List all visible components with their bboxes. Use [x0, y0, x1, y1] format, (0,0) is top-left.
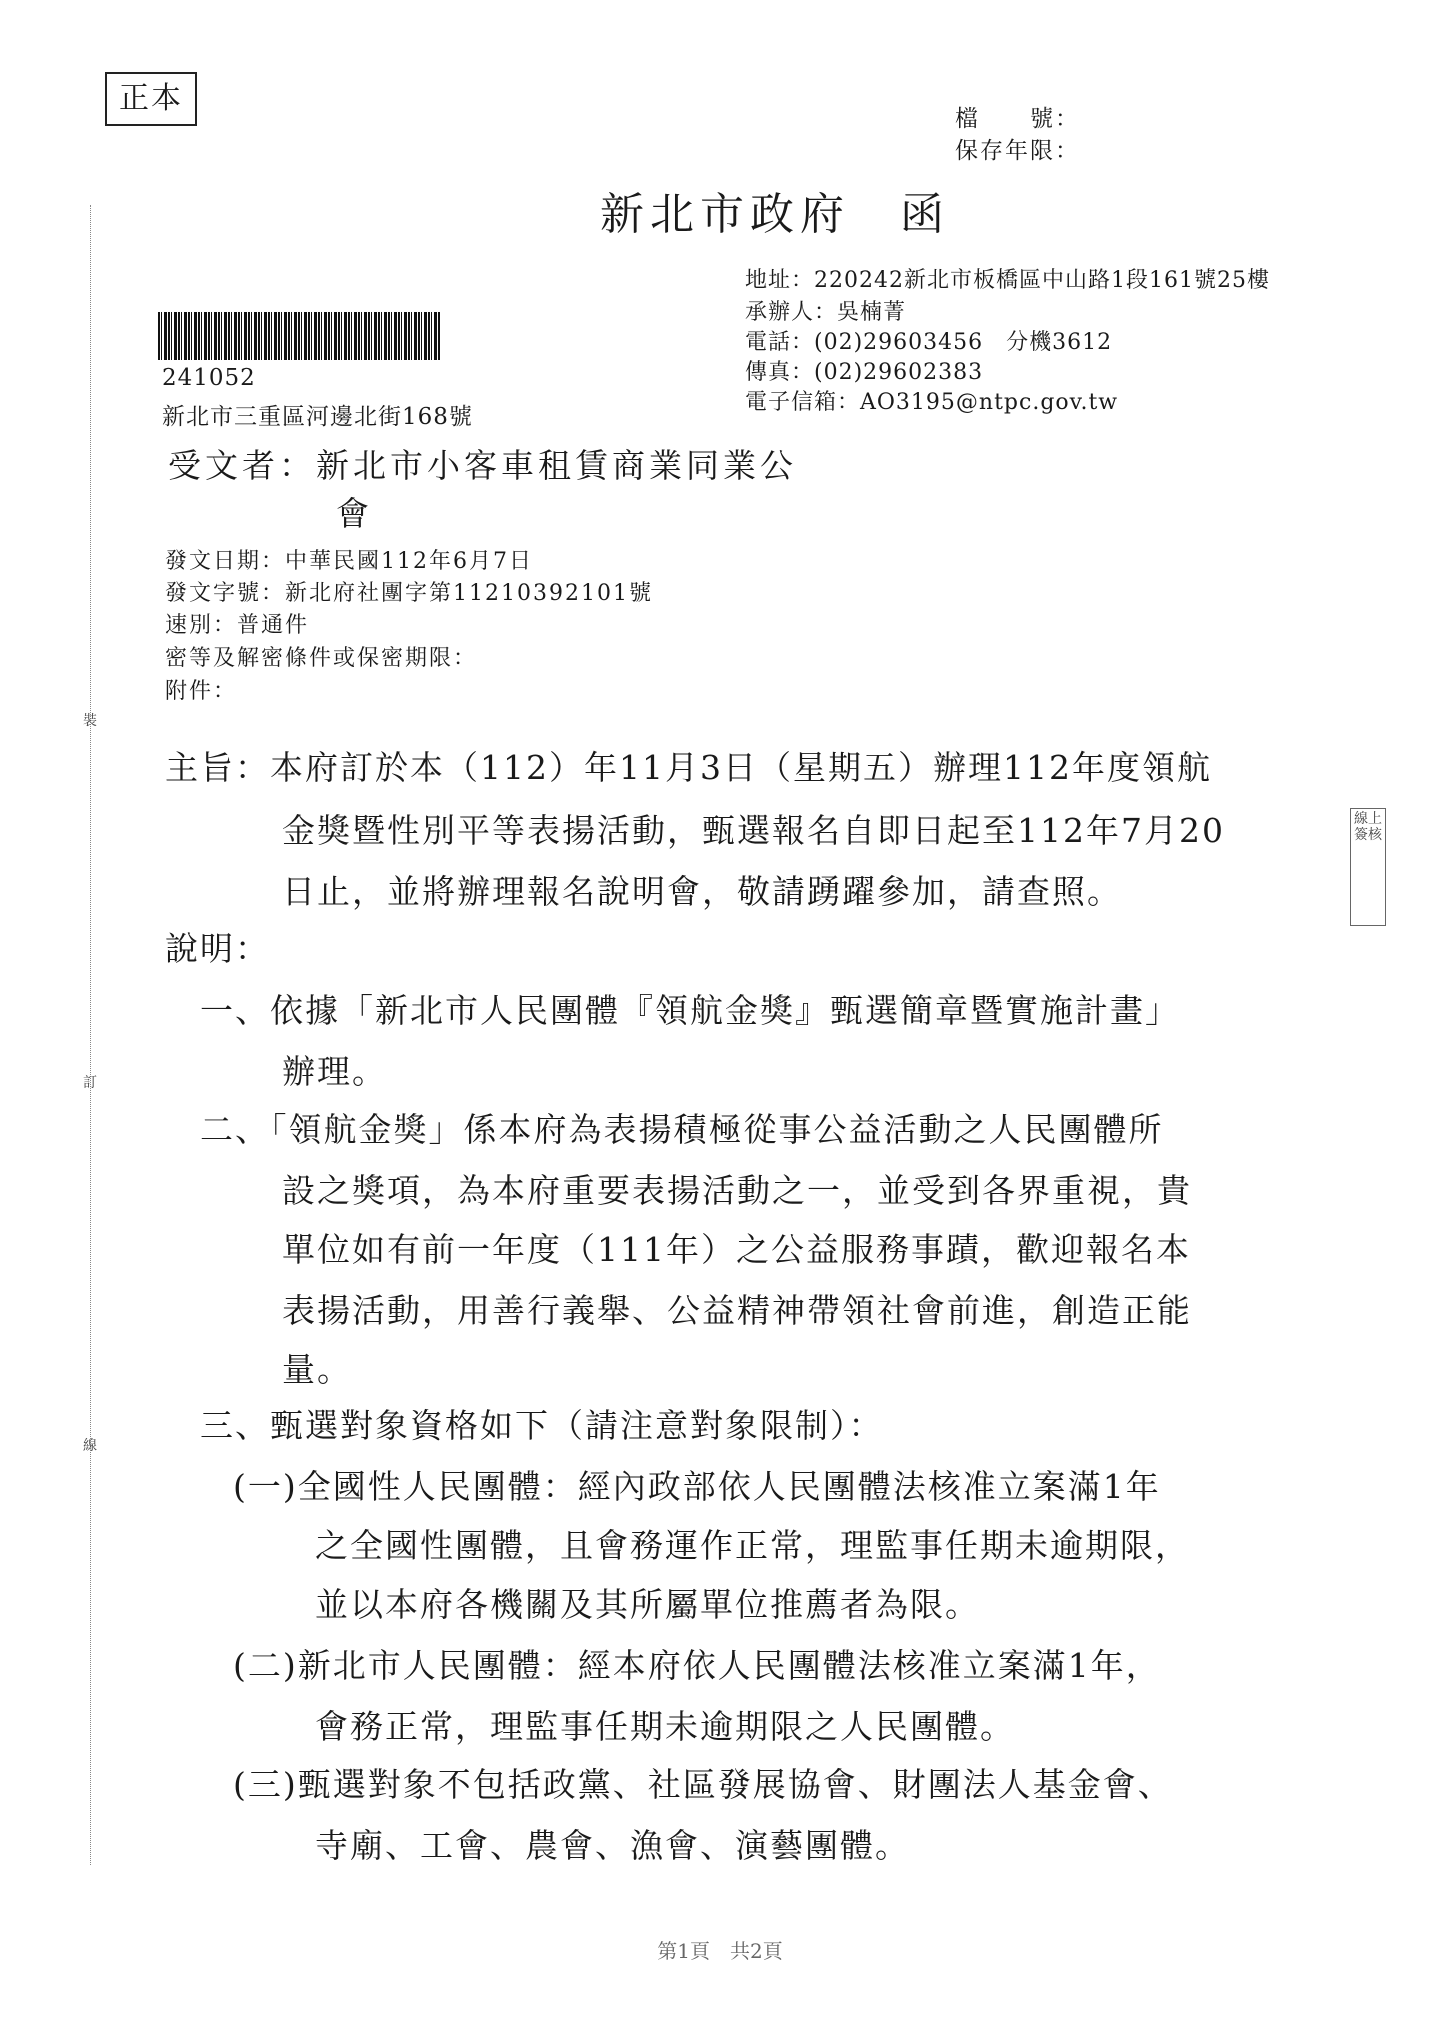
criteria-3-line-1: (三)甄選對象不包括政黨、社區發展協會、財團法人基金會、: [233, 1765, 1173, 1804]
recipient-postal-code: 241052: [162, 365, 256, 391]
explanation-item-2-line-1: 二、「領航金獎」係本府為表揚積極從事公益活動之人民團體所: [200, 1110, 1164, 1149]
subject-line-2: 金獎暨性別平等表揚活動，甄選報名自即日起至112年7月20: [282, 811, 1225, 850]
issue-date: 發文日期：中華民國112年6月7日: [165, 549, 533, 574]
explanation-item-1-line-1: 一、依據「新北市人民團體『領航金獎』甄選簡章暨實施計畫」: [200, 991, 1180, 1030]
sender-address: 地址：220242新北市板橋區中山路1段161號25樓: [745, 268, 1270, 293]
binding-line: [90, 205, 91, 1865]
original-copy-stamp: 正本: [105, 72, 197, 126]
explanation-item-2-line-4: 表揚活動，用善行義舉、公益精神帶領社會前進，創造正能: [282, 1291, 1192, 1330]
page-number: 第1頁 共2頁: [657, 1939, 783, 1963]
explanation-item-2-line-5: 量。: [282, 1350, 352, 1389]
criteria-1-line-2: 之全國性團體，且會務運作正常，理監事任期未逾期限，: [315, 1526, 1190, 1565]
attachment: 附件：: [165, 679, 238, 704]
retention-period-label: 保存年限：: [955, 138, 1080, 164]
binding-mark-bottom: 線: [83, 1438, 97, 1454]
explanation-heading: 說明：: [165, 929, 270, 968]
explanation-item-3-heading: 三、甄選對象資格如下（請注意對象限制）：: [200, 1406, 884, 1445]
recipient-line-2: 會: [336, 494, 373, 533]
criteria-3-line-2: 寺廟、工會、農會、漁會、演藝團體。: [315, 1826, 910, 1865]
online-approval-stamp: 線上簽核: [1350, 808, 1386, 926]
binding-mark-top: 裝: [83, 713, 97, 729]
explanation-item-2-line-2: 設之獎項，為本府重要表揚活動之一，並受到各界重視，貴: [282, 1171, 1192, 1210]
binding-mark-middle: 訂: [83, 1075, 97, 1091]
criteria-2-line-2: 會務正常，理監事任期未逾期限之人民團體。: [315, 1707, 1015, 1746]
subject-line-3: 日止，並將辦理報名說明會，敬請踴躍參加，請查照。: [282, 872, 1122, 911]
email: 電子信箱：AO3195@ntpc.gov.tw: [745, 390, 1119, 415]
criteria-1-line-1: (一)全國性人民團體：經內政部依人民團體法核准立案滿1年: [233, 1467, 1161, 1506]
barcode: [158, 312, 440, 360]
handler: 承辦人：吳楠菁: [745, 300, 907, 325]
delivery-speed: 速別：普通件: [165, 613, 310, 638]
document-number: 發文字號：新北府社團字第11210392101號: [165, 581, 653, 606]
subject-line-1: 主旨：本府訂於本（112）年11月3日（星期五）辦理112年度領航: [165, 748, 1212, 787]
file-number-label: 檔 號：: [955, 106, 1080, 132]
secrecy-level: 密等及解密條件或保密期限：: [165, 646, 478, 671]
criteria-1-line-3: 並以本府各機關及其所屬單位推薦者為限。: [315, 1585, 980, 1624]
recipient-line-1: 受文者：新北市小客車租賃商業同業公: [168, 446, 797, 485]
recipient-street-address: 新北市三重區河邊北街168號: [162, 404, 473, 430]
fax: 傳真：(02)29602383: [745, 360, 984, 385]
document-title: 新北市政府 函: [600, 189, 950, 240]
criteria-2-line-1: (二)新北市人民團體：經本府依人民團體法核准立案滿1年，: [233, 1646, 1161, 1685]
explanation-item-1-line-2: 辦理。: [282, 1052, 387, 1091]
phone: 電話：(02)29603456 分機3612: [745, 330, 1113, 355]
explanation-item-2-line-3: 單位如有前一年度（111年）之公益服務事蹟，歡迎報名本: [282, 1230, 1191, 1269]
